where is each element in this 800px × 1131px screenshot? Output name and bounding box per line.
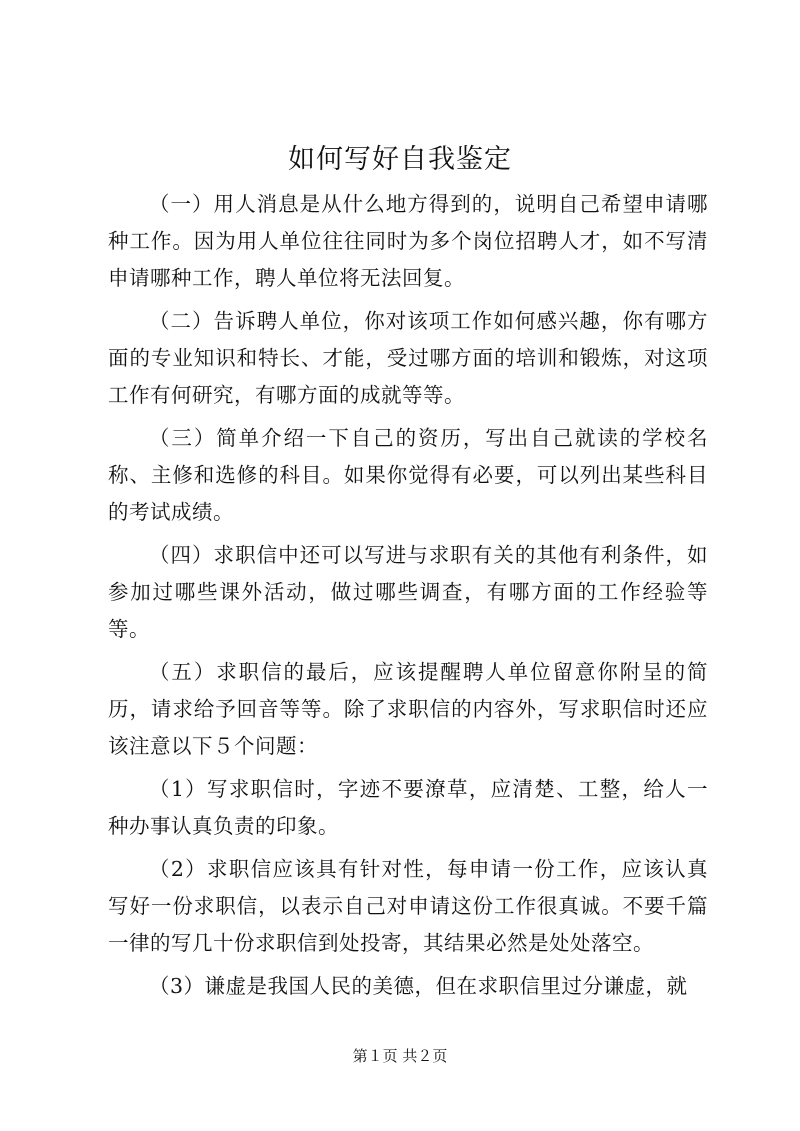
paragraph: （二）告诉聘人单位，你对该项工作如何感兴趣，你有哪方面的专业知识和特长、才能，受过哪方面的培训和锻炼，对这项工作有何研究，有哪方面的成就等等。 bbox=[108, 309, 708, 407]
document-title: 如何写好自我鉴定 bbox=[288, 144, 512, 175]
paragraph: （四）求职信中还可以写进与求职有关的其他有利条件，如参加过哪些课外活动，做过哪些调查，有哪方面的工作经验等等。 bbox=[108, 543, 708, 641]
page-number-footer: 第１页 共２页 bbox=[352, 1047, 448, 1065]
document-body bbox=[108, 186, 708, 1011]
paragraph: （五）求职信的最后，应该提醒聘人单位留意你附呈的简历，请求给予回音等等。除了求职信的内容外，写求职信时还应该注意以下５个问题： bbox=[108, 660, 708, 758]
paragraph: （三）简单介绍一下自己的资历，写出自己就读的学校名称、主修和选修的科目。如果你觉得有必要，可以列出某些科目的考试成绩。 bbox=[108, 426, 708, 524]
paragraph: （2）求职信应该具有针对性，每申请一份工作，应该认真写好一份求职信，以表示自己对申请这份工作很真诚。不要千篇一律的写几十份求职信到处投寄，其结果必然是处处落空。 bbox=[108, 857, 708, 955]
paragraph: （3）谦虚是我国人民的美德，但在求职信里过分谦虚，就 bbox=[149, 974, 688, 998]
paragraph: （1）写求职信时，字迹不要潦草，应清楚、工整，给人一种办事认真负责的印象。 bbox=[108, 777, 708, 838]
paragraph: （一）用人消息是从什么地方得到的，说明自己希望申请哪种工作。因为用人单位往往同时为多个岗位招聘人才，如不写清申请哪种工作，聘人单位将无法回复。 bbox=[108, 192, 708, 290]
